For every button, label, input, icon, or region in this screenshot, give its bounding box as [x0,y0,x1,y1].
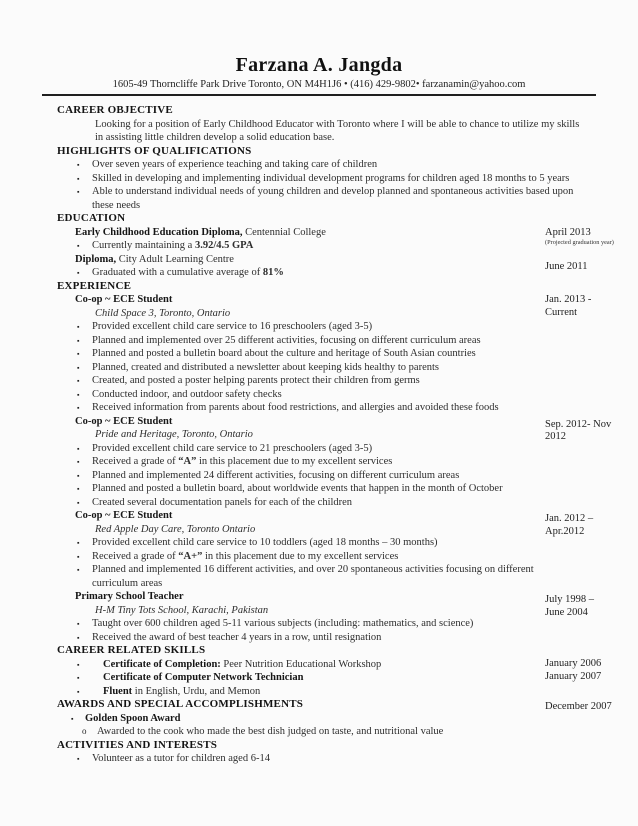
section-heading-highlights: HIGHLIGHTS OF QUALIFICATIONS [57,144,252,157]
education-entry [57,253,625,280]
job-bullet: ▪ Conducted indoor, and outdoor safety checks [57,388,625,402]
job-bullet: ▪ Planned and implemented 24 different activities, focusing on different curriculum areas [57,469,625,483]
awards-list [57,712,625,739]
job-bullet: ▪ Planned, created and distributed a newsletter about keeping kids healthy to parents [57,361,625,375]
education-date: June 2011 [545,260,588,272]
job-date: Jan. 2013 - Current [545,294,592,318]
job-bullets [57,617,625,644]
objective-text: Looking for a position of Early Childhood Educator with Toronto where I will be able to chance to utilize my skills in assisting little children develop a solid education base. [95,118,580,143]
job-company: Child Space 3, Toronto, Ontario [95,307,231,319]
activity-item: ▪ Volunteer as a tutor for children aged 6-14 [57,752,625,766]
degree-title: Early Childhood Education Diploma, [75,226,243,238]
date-note: (Projected graduation year) [545,239,614,247]
award-title: ▪ Golden Spoon Award [57,712,625,726]
job-bullet: ▪ Taught over 600 children aged 5-11 various subjects (including: mathematics, and science) [57,617,625,631]
section-heading-career-objective: CAREER OBJECTIVE [57,104,173,116]
job-bullet: ▪ Created, and posted a poster helping parents protect their children from germs [57,374,625,388]
experience-entry [57,293,625,415]
job-title: Co-op ~ ECE Student [75,510,173,521]
job-bullet: ▪ Planned and implemented 16 different activities, and over 20 spontaneous activities focusing on different curriculum areas [57,563,625,590]
education-date: April 2013 (Projected graduation year) [545,227,631,247]
section-heading-awards: AWARDS AND SPECIAL ACCOMPLISHMENTS [57,698,304,710]
highlight-item: ▪ Over seven years of experience teaching and taking care of children [57,158,625,172]
job-date: July 1998 – June 2004 [545,594,595,618]
section-heading-activities: ACTIVITIES AND INTERESTS [57,738,218,751]
award-detail: o Awarded to the cook who made the best dish judged on taste, and nutritional value [57,725,625,739]
header-rule [42,94,596,96]
highlight-item: ▪ Able to understand individual needs of young children and develop planned and spontaneous activities based upon these needs [57,185,625,212]
job-bullet: ▪ Planned and posted a bulletin board, about worldwide events that happen in the month of October [57,482,625,496]
education-bullet: ▪ Graduated with a cumulative average of 81% [57,266,625,280]
education-bullets [57,239,625,253]
job-bullet: ▪ Created several documentation panels for each of the children [57,496,625,510]
skill-date: January 2007 [545,671,602,682]
award-date: December 2007 [545,701,612,712]
resume-body [57,104,625,766]
degree-line [75,226,625,240]
job-bullets [57,442,625,510]
skill-item: ▪ Certificate of Completion: Peer Nutrition Educational Workshop January 2006 [57,658,625,672]
job-bullet: ▪ Planned and implemented over 25 different activities, focusing on different curriculum areas [57,334,625,348]
highlight-item: ▪ Skilled in developing and implementing individual development programs for children aged 18 months to 5 years [57,172,625,186]
job-title: Co-op ~ ECE Student [75,294,173,305]
section-heading-skills: CAREER RELATED SKILLS [57,644,206,656]
activities-list [57,752,625,766]
job-company: Pride and Heritage, Toronto, Ontario [95,429,253,440]
school-name: Centennial College [242,226,326,238]
skill-item: ▪ Fluent in English, Urdu, and Memon [57,685,625,699]
section-heading-experience: EXPERIENCE [57,279,132,292]
job-bullet: ▪ Received a grade of “A+” in this placement due to my excellent services [57,550,625,564]
job-title: Primary School Teacher [75,591,184,602]
job-bullet: ▪ Provided excellent child care service to 10 toddlers (aged 18 months – 30 months) [57,536,625,550]
job-date: Jan. 2012 – Apr.2012 [545,513,594,537]
job-bullets [57,536,625,590]
candidate-name: Farzana A. Jangda [235,54,403,76]
job-bullet: ▪ Planned and posted a bulletin board about the culture and heritage of South Asian countries [57,347,625,361]
school-name: City Adult Learning Centre [116,253,234,265]
job-title: Co-op ~ ECE Student [75,415,173,427]
education-entry [57,226,625,253]
job-bullet: ▪ Received the award of best teacher 4 years in a row, until resignation [57,631,625,645]
job-bullet: ▪ Provided excellent child care service to 21 preschoolers (aged 3-5) [57,442,625,456]
job-company: Red Apple Day Care, Toronto Ontario [95,523,256,535]
degree-line [75,253,625,267]
education-bullet: ▪ Currently maintaining a 3.92/4.5 GPA [57,239,625,253]
experience-entry [57,590,625,644]
skills-list [57,658,625,699]
job-bullet: ▪ Provided excellent child care service to 16 preschoolers (aged 3-5) [57,320,625,334]
experience-entry [57,415,625,510]
job-date: Sep. 2012- Nov 2012 [545,418,612,443]
skill-date: January 2006 [545,657,602,669]
job-bullet: ▪ Received information from parents about food restrictions, and allergies and avoided these foods [57,401,625,415]
job-company: H-M Tiny Tots School, Karachi, Pakistan [95,604,269,616]
section-heading-education: EDUCATION [57,212,126,224]
skill-item: ▪ Certificate of Computer Network Technician January 2007 [57,671,625,685]
job-bullet: ▪ Received a grade of “A” in this placement due to my excellent services [57,455,625,469]
awards-section [57,698,625,739]
contact-line: 1605-49 Thorncliffe Park Drive Toronto, ON M4H1J6 • (416) 429-9802• farzanamin@yahoo.com [112,79,526,90]
resume-header [0,0,638,96]
experience-entry [57,509,625,590]
degree-title: Diploma, [75,253,117,265]
highlights-list [57,158,625,212]
job-bullets [57,320,625,415]
education-bullets [57,266,625,280]
